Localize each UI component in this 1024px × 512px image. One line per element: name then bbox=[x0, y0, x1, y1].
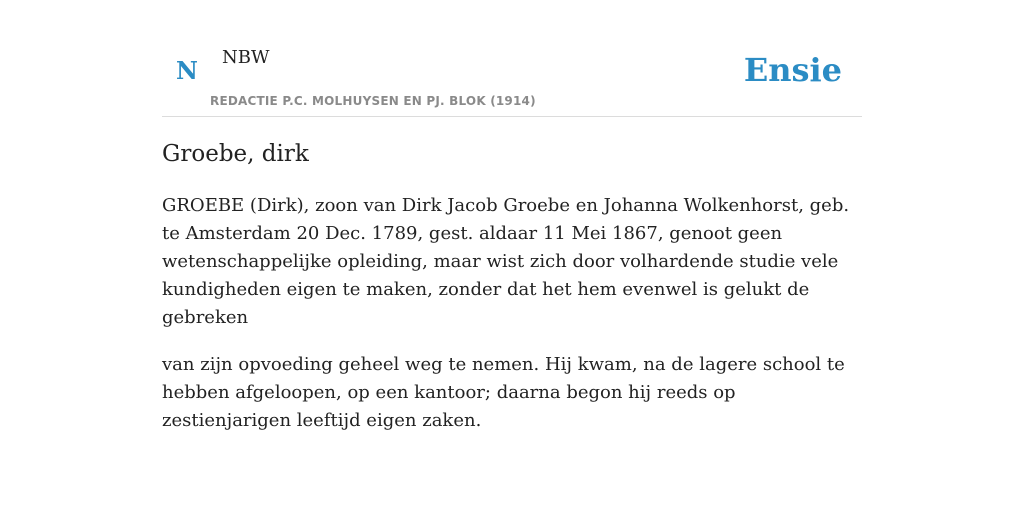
article-title: Groebe, dirk bbox=[162, 141, 309, 167]
series-subtitle: REDACTIE P.C. MOLHUYSEN EN PJ. BLOK (1914) bbox=[210, 94, 536, 108]
series-name[interactable]: NBW bbox=[222, 47, 270, 68]
article-paragraph: GROEBE (Dirk), zoon van Dirk Jacob Groebe en Johanna Wolkenhorst, geb. te Amsterdam 20 Dec. 1789, gest. aldaar 11 Mei 1867, genoot geen wetenschappelijke opleiding, maar wist zich door volhardende studie vele kundigheden eigen te maken, zonder dat het hem evenwel is gelukt de gebreken bbox=[162, 195, 850, 328]
article bbox=[162, 136, 862, 435]
brand-logo[interactable]: Ensie bbox=[743, 51, 842, 89]
series-logo[interactable]: N bbox=[176, 56, 198, 85]
header bbox=[162, 0, 862, 117]
article-paragraph: van zijn opvoeding geheel weg te nemen. Hij kwam, na de lagere school te hebben afgeloopen, op een kantoor; daarna begon hij reeds op zestienjarigen leeftijd eigen zaken. bbox=[162, 354, 845, 431]
